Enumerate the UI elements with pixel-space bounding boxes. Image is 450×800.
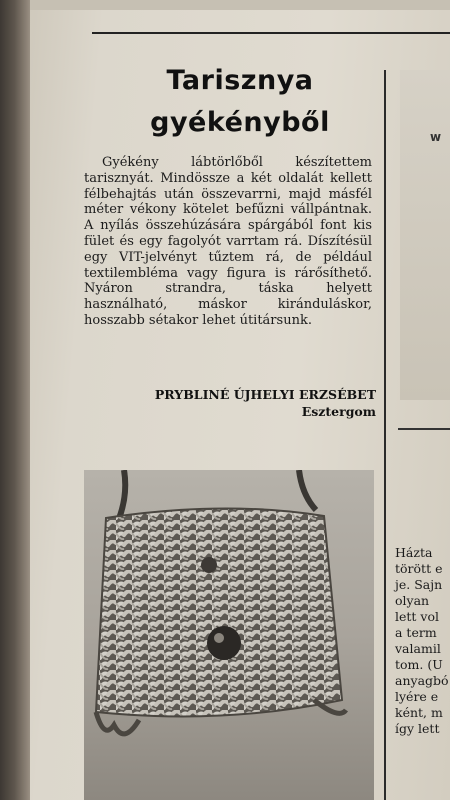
bag-body xyxy=(96,508,342,716)
previous-page-edge xyxy=(30,0,450,10)
right-column-rule xyxy=(398,428,450,430)
vit-badge-icon xyxy=(207,626,241,660)
author-block xyxy=(96,386,376,420)
right-column-text xyxy=(395,545,450,737)
woven-bag-illustration xyxy=(84,470,374,800)
right-line: olyan xyxy=(395,593,430,608)
right-line: így lett xyxy=(395,721,440,736)
right-line: lett vol xyxy=(395,609,440,624)
author-city: Esztergom xyxy=(301,404,376,419)
right-line: tom. (U xyxy=(395,657,443,672)
right-column-image xyxy=(400,70,450,400)
right-line: valamil xyxy=(395,641,441,656)
right-line: a term xyxy=(395,625,437,640)
author-name: PRYBLINÉ ÚJHELYI ERZSÉBET xyxy=(154,387,376,402)
title-line-2: gyékényből xyxy=(150,107,330,138)
shoulder-strap-right xyxy=(299,470,316,510)
right-line: törött e xyxy=(395,561,443,576)
right-line: lyére e xyxy=(395,689,439,704)
right-line: je. Sajn xyxy=(395,577,443,592)
title-line-1: Tarisznya xyxy=(166,65,314,96)
wooden-bead xyxy=(201,557,217,573)
right-column-fragment: w xyxy=(430,130,442,144)
right-line: anyagbó xyxy=(395,673,449,688)
column-divider xyxy=(384,70,386,800)
top-rule xyxy=(92,32,450,34)
article-title xyxy=(90,60,390,144)
right-line: ként, m xyxy=(395,705,443,720)
article-body: Gyékény lábtörlőből készítettem tarisznyát. Mindössze a két oldalát kellett félbehajtás után összevarrni, majd másfél méter vékony kötelet befűzni vállpántnak. A nyílás összehúzására spárgából font kis fület és egy fagolyót varrtam rá. Díszítésül egy VIT-jelvényt tűztem rá, de például textilembléma vagy figura is rárősíthető. Nyáron strandra, táska helyett használható, máskor kiránduláskor, hosszabb sétakor lehet útitársunk. xyxy=(84,155,372,328)
bag-photo xyxy=(84,470,374,800)
right-line: Házta xyxy=(395,545,433,560)
